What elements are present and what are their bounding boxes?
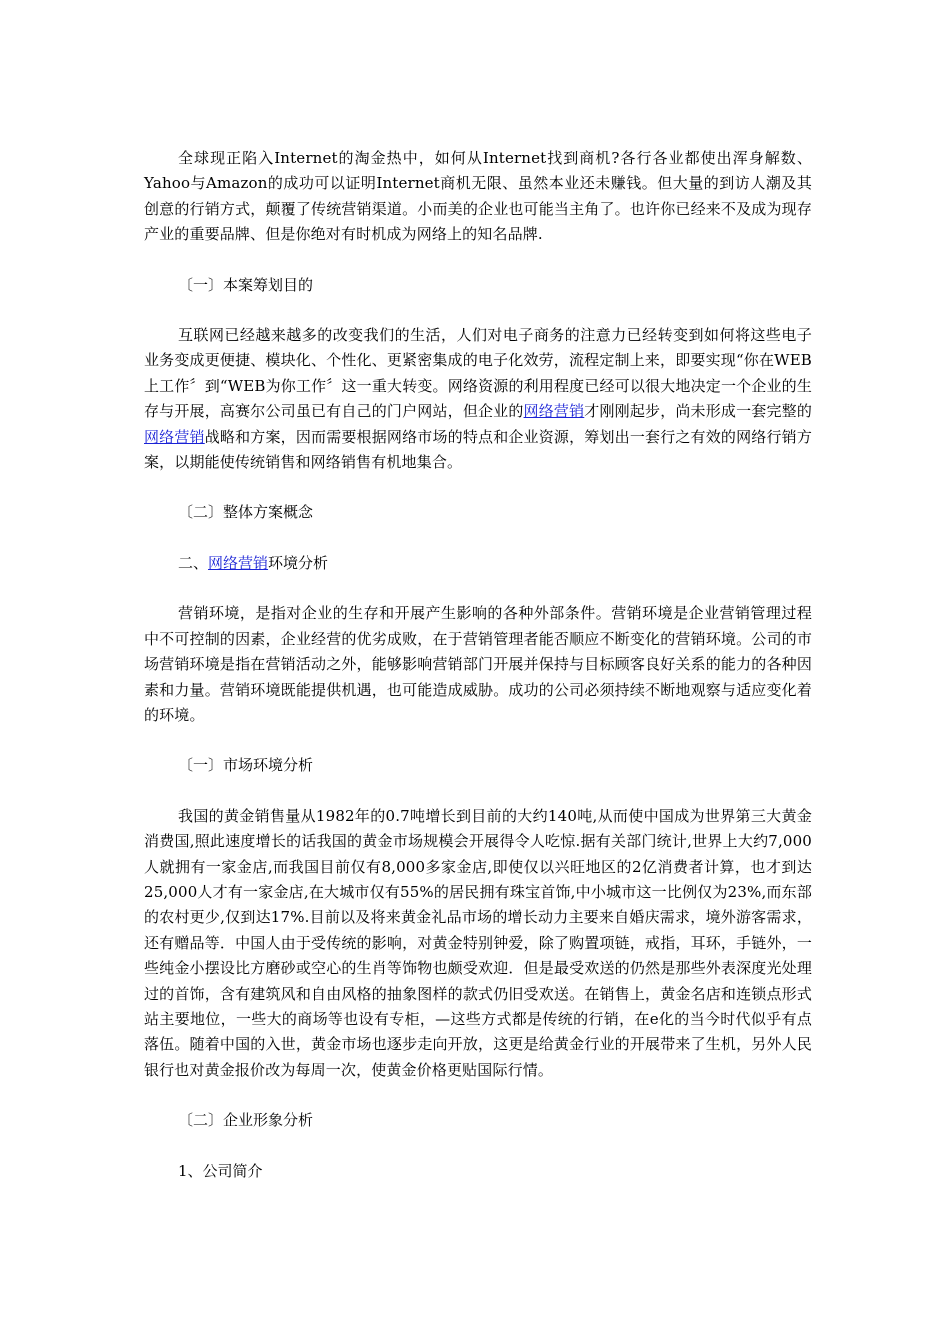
market-analysis-paragraph: 我国的黄金销售量从1982年的0.7吨增长到目前的大约140吨,从而使中国成为世界第三大黄金消费国,照此速度增长的话我国的黄金市场规模会开展得令人吃惊.据有关部门统计,世界上大约7,000人就拥有一家金店,而我国目前仅有8,000多家金店,即使仅以兴旺地区的2亿消费者计算，也才到达25,000人才有一家金店,在大城市仅有55%的居民拥有珠宝首饰,中小城市这一比例仅为23%,而东部的农村更少,仅到达17%.目前以及将来黄金礼品市场的增长动力主要来自婚庆需求，境外游客需求，还有赠品等．中国人由于受传统的影响，对黄金特别钟爱，除了购置项链，戒指，耳环，手链外，一些纯金小摆设比方磨砂或空心的生肖等饰物也颇受欢迎．但是最受欢送的仍然是那些外表深度光处理过的首饰，含有建筑风和自由风格的抽象图样的款式仍旧受欢送。在销售上，黄金名店和连锁点形式站主要地位，一些大的商场等也设有专柜，—这些方式都是传统的行销，在e化的当今时代似乎有点落伍。随着中国的入世，黄金市场也逐步走向开放，这更是给黄金行业的开展带来了生机，另外人民银行也对黄金报价改为每周一次，使黄金价格更贴国际行情。: [144, 806, 812, 1079]
network-marketing-link[interactable]: 网络营销: [208, 553, 269, 572]
section-heading-planning-purpose: 〔一〕本案筹划目的: [178, 275, 314, 294]
section-heading-overall-concept: 〔二〕整体方案概念: [178, 503, 314, 522]
heading-suffix: 环境分析: [268, 553, 329, 572]
paragraph-text: 互联网已经越来越多的改变我们的生活，人们对电子商务的注意力已经转变到如何将这些电子业务变成更便捷、模块化、个性化、更紧密集成的电子化效劳，流程定制上来，即要实现“你在WEB上工作〞到“WEB为你工作〞这一重大转变。网络资源的利用程度已经可以很大地决定一个企业的生存与开展，高赛尔公司虽已有自己的门户网站，但企业的: [144, 326, 812, 421]
planning-purpose-paragraph: [144, 323, 812, 475]
network-marketing-link[interactable]: 网络营销: [144, 427, 205, 446]
section-heading-environment-analysis: [144, 551, 812, 576]
section-heading-market-analysis: 〔一〕市场环境分析: [178, 756, 314, 775]
intro-paragraph: 全球现正陷入Internet的淘金热中，如何从Internet找到商机?各行各业都使出浑身解数、Yahoo与Amazon的成功可以证明Internet商机无限、虽然本业还未赚钱。但大量的到访人潮及其创意的行销方式，颠覆了传统营销渠道。小而美的企业也可能当主角了。也许你已经来不及成为现存产业的重要品牌、但是你绝对有时机成为网络上的知名品牌.: [144, 149, 812, 244]
heading-prefix: 二、: [178, 553, 209, 572]
section-heading-company-profile: 1、公司简介: [178, 1161, 263, 1180]
section-heading-corporate-image: 〔二〕企业形象分析: [178, 1111, 314, 1130]
network-marketing-link[interactable]: 网络营销: [523, 402, 585, 421]
paragraph-text: 战略和方案，因而需要根据网络市场的特点和企业资源，筹划出一套行之有效的网络行销方案，以期能使传统销售和网络销售有机地集合。: [144, 427, 812, 472]
document-page: [144, 146, 812, 1184]
paragraph-text: 才刚刚起步，尚未形成一套完整的: [584, 402, 812, 421]
environment-paragraph: 营销环境，是指对企业的生存和开展产生影响的各种外部条件。营销环境是企业营销管理过程中不可控制的因素，企业经营的优劣成败，在于营销管理者能否顺应不断变化的营销环境。公司的市场营销环境是指在营销活动之外，能够影响营销部门开展并保持与目标顾客良好关系的能力的各种因素和力量。营销环境既能提供机遇，也可能造成威胁。成功的公司必须持续不断地观察与适应变化着的环境。: [144, 604, 812, 724]
